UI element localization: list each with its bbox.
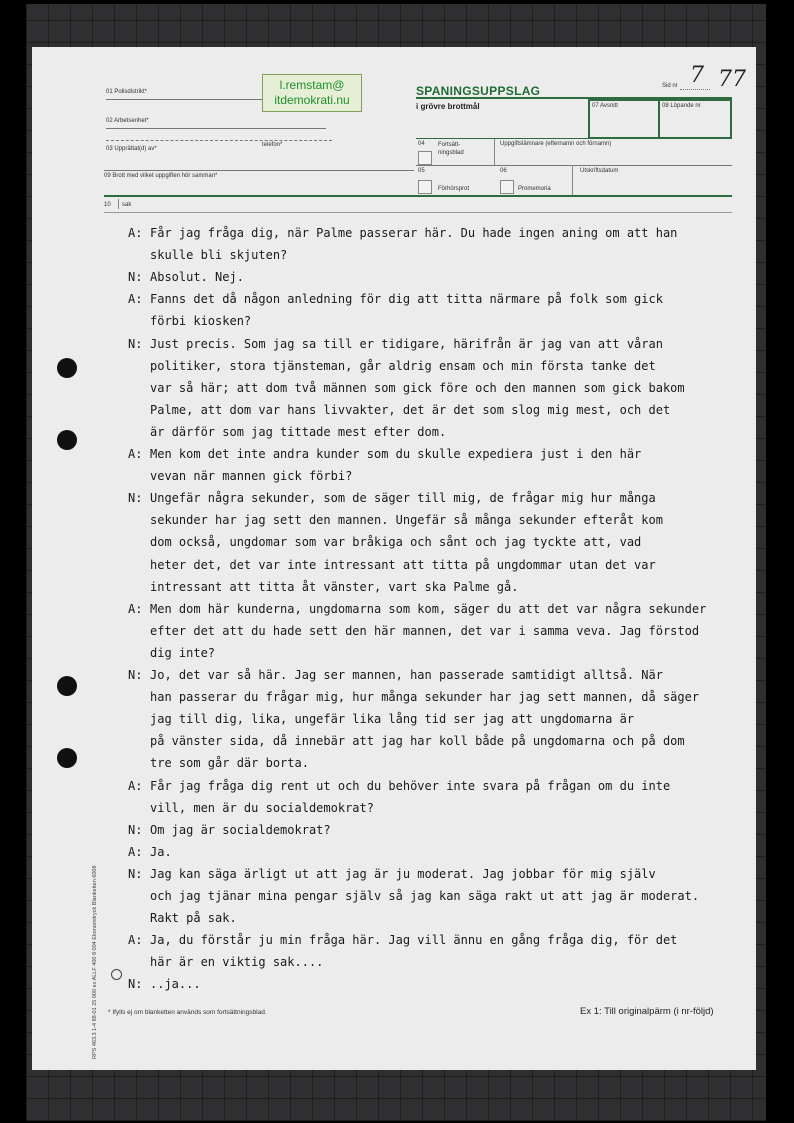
transcript-line: politiker, stora tjänsteman, går aldrig ensam och min första tanke det: [150, 358, 656, 373]
footer-right: Ex 1: Till originalpärm (i nr-följd): [580, 1006, 714, 1017]
divider: [494, 139, 495, 165]
transcript-line: dig inte?: [150, 645, 216, 660]
divider: [104, 170, 414, 171]
transcript-line: sekunder har jag sett den mannen. Ungefär så många sekunder efteråt kom: [150, 513, 663, 528]
transcript-line: och jag tjänar mina pengar själv så jag kan säga rakt ut att jag är moderat.: [150, 889, 700, 903]
field-lopande: 08 Löpande nr: [662, 103, 701, 109]
divider: [118, 199, 119, 209]
field-arbetsenhet: 02 Arbetsenhet*: [106, 118, 149, 124]
speaker-label: N:: [128, 977, 143, 992]
email-stamp: [262, 74, 362, 112]
field-utskriftsdatum: Utskriftsdatum: [580, 168, 619, 174]
side-print: RPS 463.3 1-4 88-01 25 000 ex ALLF 400 8 004 Ekonomitryck Blanketten 6008: [92, 865, 98, 1059]
speaker-label: A:: [128, 933, 143, 948]
transcript-line: Men kom det inte andra kunder som du skulle expediera just i den här: [150, 447, 642, 461]
divider: [416, 165, 732, 166]
field-sak: sak: [122, 202, 132, 208]
stamp-line-1: l.remstam@: [279, 78, 345, 92]
field-06: 06: [500, 168, 507, 174]
divider: [106, 140, 332, 141]
speaker-label: A:: [128, 292, 143, 307]
divider: [680, 89, 710, 90]
transcript-line: Om jag är socialdemokrat?: [150, 822, 331, 837]
divider: [416, 138, 732, 139]
transcript-line: Jag kan säga ärligt ut att jag är ju moderat. Jag jobbar för mig själv: [150, 866, 656, 881]
field-forhorsprot: Förhörsprot: [438, 186, 470, 192]
speaker-label: A:: [128, 226, 143, 240]
transcript-line: Fanns det då någon anledning för dig att titta närmare på folk som gick: [150, 292, 663, 307]
field-sak-num: 10: [104, 202, 111, 208]
transcript-line: Ja, du förstår ju min fråga här. Jag vill ännu en gång fråga dig, för det: [150, 933, 678, 948]
punch-hole: [57, 358, 77, 378]
speaker-label: A:: [128, 601, 143, 616]
field-04: 04: [418, 141, 425, 147]
punch-hole: [57, 676, 77, 696]
field-fortsatt: Fortsätt- ningsblad: [438, 142, 464, 156]
transcript-line: tre som går där borta.: [150, 756, 309, 771]
transcript-line: Men dom här kunderna, ungdomarna som kom, säger du att det var några sekunder: [150, 601, 707, 616]
form-title: SPANINGSUPPSLAG: [416, 84, 541, 98]
stamp-line-2: itdemokrati.nu: [274, 93, 350, 107]
checkbox-fortsatt: [418, 151, 432, 165]
speaker-label: N:: [128, 491, 143, 506]
field-polisdistrikt: 01 Polisdistrikt*: [106, 89, 148, 95]
transcript-line: Just precis. Som jag sa till er tidigare, härifrån är jag van att våran: [150, 336, 663, 351]
field-uppgiftslamnare: Uppgiftslämnare (efternamn och förnamn): [500, 141, 612, 147]
transcript-line: efter det att du hade sett den här mannen, det var i samma veva. Jag förstod: [150, 623, 700, 638]
transcript-line: intressant att titta åt vänster, vart ska Palme gå.: [150, 579, 519, 594]
number-handwritten: 77: [718, 67, 746, 92]
field-05: 05: [418, 168, 425, 174]
transcript-line: Jo, det var så här. Jag ser mannen, han passerade samtidigt alltså. När: [150, 668, 663, 682]
transcript-line: var så här; att dom två männen som gick före och den mannen som gick bakom: [150, 380, 685, 395]
avsnitt-box: [588, 99, 732, 139]
field-promemoria: Promemoria: [518, 186, 551, 192]
speaker-label: N:: [128, 270, 143, 285]
field-brott: 09 Brott med vilket uppgiften hör samman*: [104, 173, 218, 179]
transcript-line: Palme, att dom var hans livvakter, det är det som slog mig mest, och det: [150, 402, 671, 417]
field-avsnitt: 07 Avsnitt: [592, 103, 618, 109]
transcript-line: Får jag fråga dig rent ut och du behöver inte svara på frågan om du inte: [150, 778, 671, 793]
checkbox-promemoria: [500, 180, 514, 194]
transcript-line: Rakt på sak.: [150, 911, 237, 926]
transcript-line: Ja.: [150, 844, 172, 859]
transcript-line: är därför som jag tittade mest efter dom.: [150, 424, 447, 439]
transcript-line: ..ja...: [150, 977, 201, 992]
divider: [106, 128, 326, 129]
footer-note: * Ifylls ej om blanketten används som fortsättningsblad.: [108, 1009, 267, 1016]
speaker-label: A:: [128, 447, 143, 461]
transcript-line: jag till dig, lika, ungefär lika lång tid ser jag att ungdomarna är: [150, 712, 635, 727]
speaker-label: N:: [128, 336, 143, 351]
sid-label: Sid nr: [662, 83, 678, 89]
transcript-line: Absolut. Nej.: [150, 270, 244, 285]
transcript-line: vevan när mannen gick förbi?: [150, 469, 353, 484]
form-subtitle: i grövre brottmål: [416, 102, 480, 111]
punch-hole: [57, 430, 77, 450]
ring-mark: [111, 969, 122, 980]
transcript-line: här är en viktig sak....: [150, 955, 324, 970]
divider: [572, 165, 573, 195]
transcript-line: Får jag fråga dig, när Palme passerar här. Du hade ingen aning om att han: [150, 226, 678, 240]
field-upprattad: 03 Upprättat(d) av*: [106, 146, 157, 152]
transcript-line: dom också, ungdomar som var bråkiga och sånt och jag tyckte att, vad: [150, 535, 642, 550]
box-divider: [658, 101, 660, 137]
document-page: [32, 47, 756, 1070]
speaker-label: A:: [128, 844, 143, 859]
field-telefon: telefon*: [262, 142, 283, 148]
transcript-line: förbi kiosken?: [150, 314, 252, 329]
divider: [104, 212, 732, 213]
green-rule: [104, 195, 732, 197]
speaker-label: N:: [128, 822, 143, 837]
transcript-line: skulle bli skjuten?: [150, 248, 288, 263]
speaker-label: N:: [128, 668, 143, 682]
speaker-label: N:: [128, 866, 143, 881]
sid-handwritten: 7: [690, 63, 704, 88]
checkbox-forhorsprot: [418, 180, 432, 194]
transcript-line: heter det, det var inte intressant att titta på ungdommar utan det var: [150, 557, 656, 572]
punch-hole: [57, 748, 77, 768]
transcript-line: Ungefär några sekunder, som de säger till mig, de frågar mig hur många: [150, 491, 656, 506]
transcript-line: vill, men är du socialdemokrat?: [150, 800, 374, 815]
transcript-line: han passerar du frågar mig, hur många sekunder har jag sett mannen, då säger: [150, 690, 700, 705]
speaker-label: A:: [128, 778, 143, 793]
transcript-line: på vänster sida, då innebär att jag har koll både på ungdomarna och på dom: [150, 734, 685, 749]
